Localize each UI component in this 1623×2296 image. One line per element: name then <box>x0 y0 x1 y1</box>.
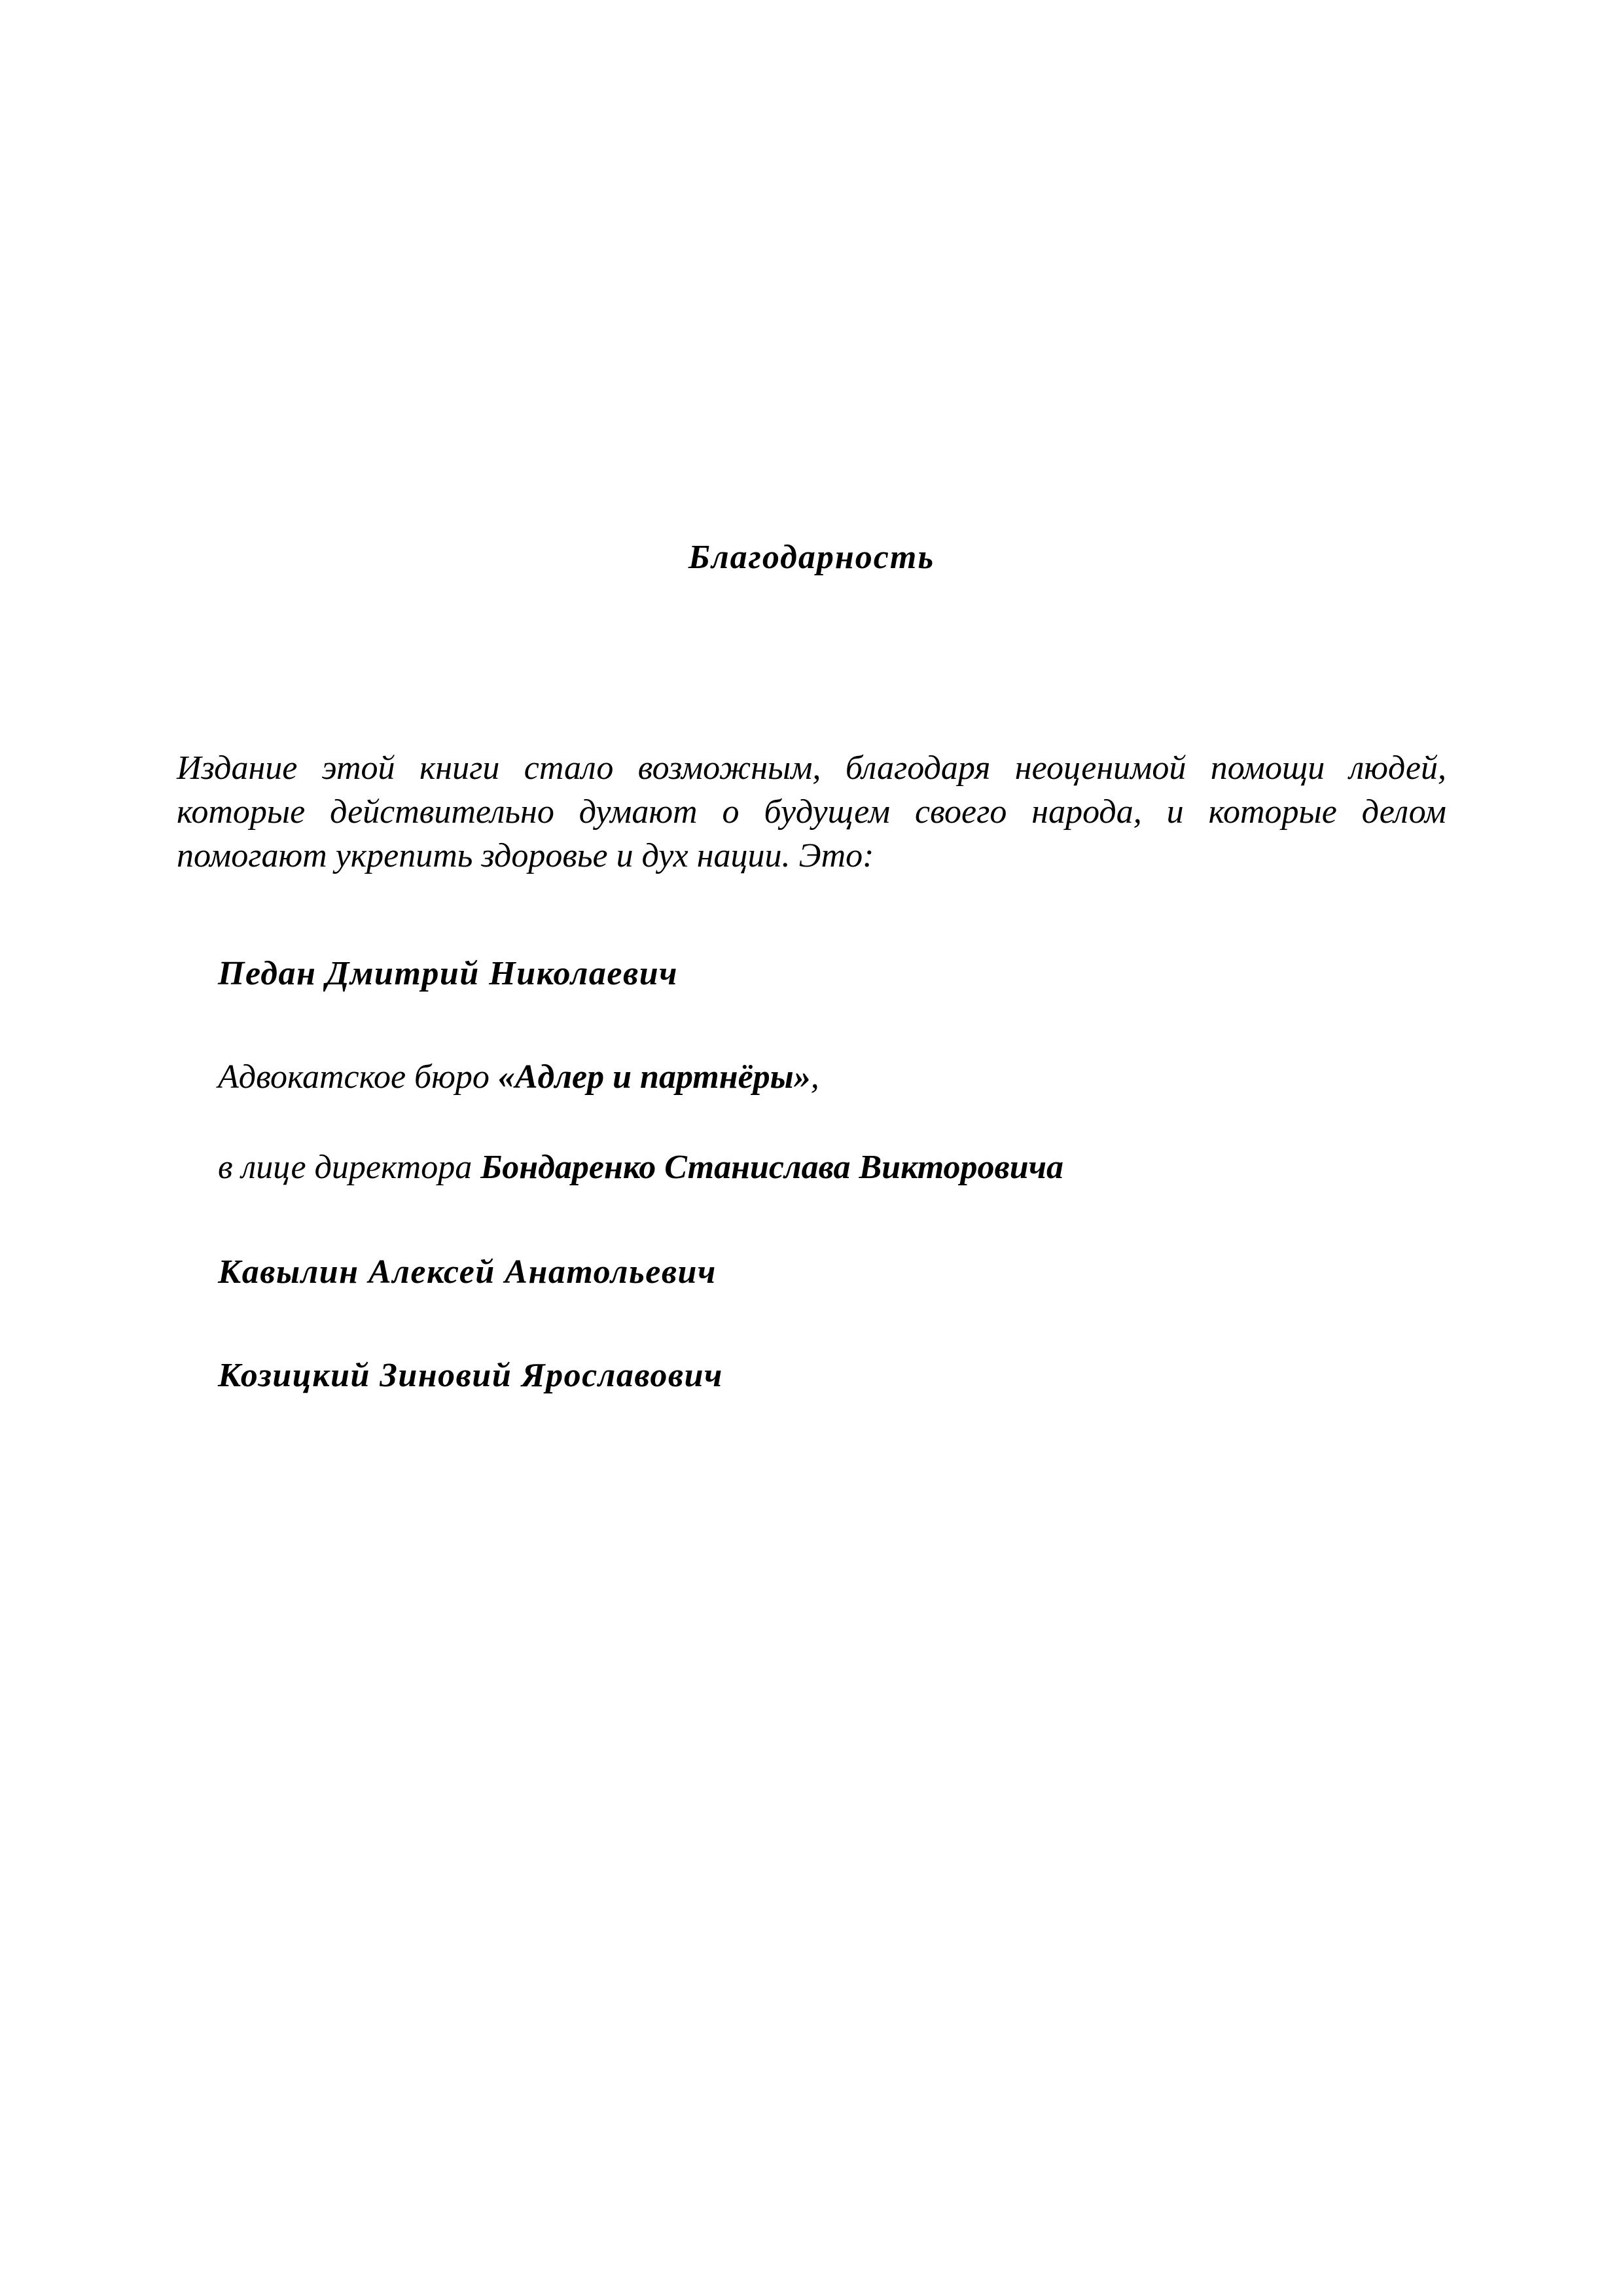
bureau-prefix: Адвокатское бюро <box>218 1058 498 1096</box>
director-name: Бондаренко Станислава Викторовича <box>480 1149 1064 1186</box>
page-title: Благодарность <box>688 539 935 576</box>
intro-paragraph: Издание этой книги стало возможным, благодаря неоценимой помощи людей, которые действительно думают о будущем своего народа, и которые делом помогают укрепить здоровье и дух нации. Это: <box>177 749 1446 874</box>
bureau-name: «Адлер и партнёры» <box>497 1058 811 1096</box>
bureau-suffix: , <box>810 1058 819 1096</box>
supporter-name-1: Педан Дмитрий Николаевич <box>218 955 678 992</box>
director-prefix: в лице директора <box>218 1149 481 1186</box>
supporter-name-3: Козицкий Зиновий Ярославович <box>218 1357 723 1394</box>
bureau-line <box>218 1056 819 1098</box>
director-line <box>218 1147 1063 1189</box>
supporter-name-2: Кавылин Алексей Анатольевич <box>218 1253 717 1291</box>
